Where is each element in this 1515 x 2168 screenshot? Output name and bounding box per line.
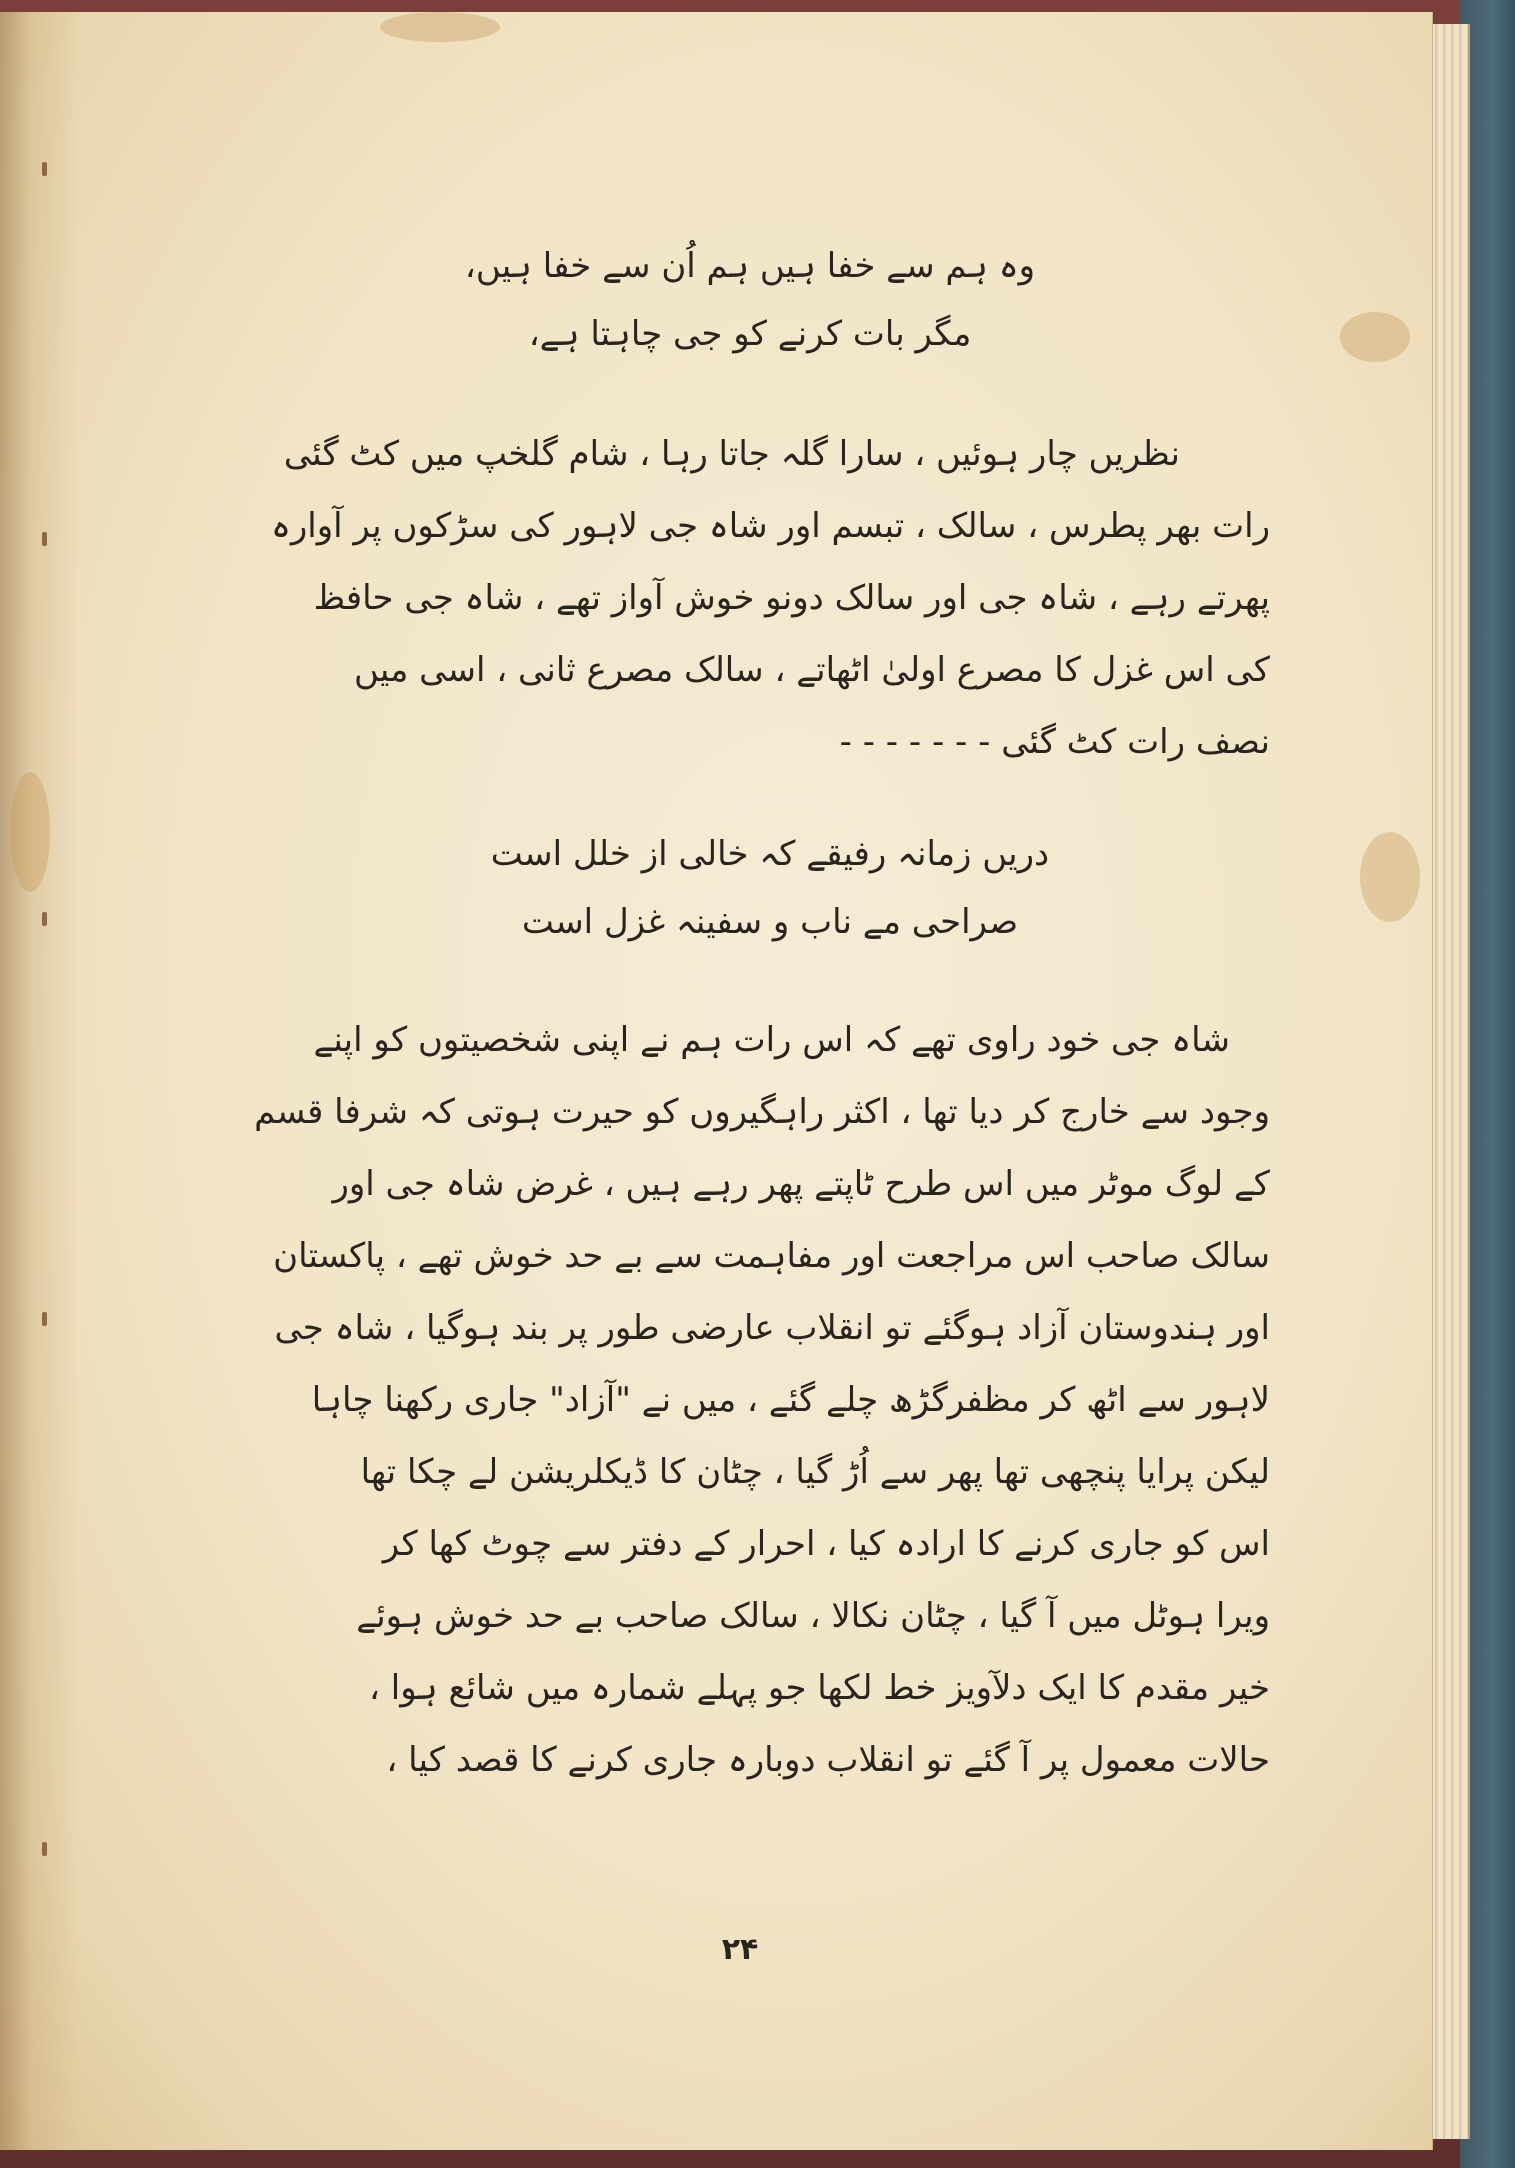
paragraph-line: اور ہندوستان آزاد ہوگئے تو انقلاب عارضی طور پر بند ہوگیا ، شاہ جی	[274, 1308, 1270, 1348]
binding-stitch	[42, 162, 47, 176]
opening-couplet	[170, 232, 1270, 368]
binding-stitch	[42, 532, 47, 546]
page-stain	[1340, 312, 1410, 362]
page-edges	[1430, 24, 1470, 2139]
couplet-line: دریں زمانہ رفیقے کہ خالی از خلل است	[490, 834, 1050, 874]
couplet-line: صراحی مے ناب و سفینہ غزل است	[521, 902, 1019, 942]
paragraph-line: خیر مقدم کا ایک دلآویز خط لکھا جو پہلے شمارہ میں شائع ہوا ،	[368, 1668, 1270, 1708]
page-stain	[1360, 832, 1420, 922]
couplet-line: مگر بات کرنے کو جی چاہتا ہے،	[528, 314, 972, 354]
binding-stitch	[42, 1842, 47, 1856]
paragraph-line: ویرا ہوٹل میں آ گیا ، چٹان نکالا ، سالک صاحب بے حد خوش ہوئے	[356, 1596, 1270, 1636]
paragraph-night-out	[170, 418, 1270, 778]
paragraph-line: شاہ جی خود راوی تھے کہ اس رات ہم نے اپنی شخصیتوں کو اپنے	[313, 1020, 1230, 1060]
couplet-line: وہ ہم سے خفا ہیں ہم اُن سے خفا ہیں،	[464, 246, 1036, 286]
paragraph-line: نظریں چار ہوئیں ، سارا گلہ جاتا رہا ، شام گلخپ میں کٹ گئی	[283, 434, 1180, 474]
persian-couplet	[170, 820, 1270, 956]
paragraph-line: نصف رات کٹ گئی - - - - - - -	[839, 722, 1270, 762]
paragraph-line: وجود سے خارج کر دیا تھا ، اکثر راہگیروں کو حیرت ہوتی کہ شرفا قسم	[254, 1092, 1270, 1132]
binding-stitch	[42, 1312, 47, 1326]
page-text	[170, 232, 1270, 1796]
binding-stitch	[42, 912, 47, 926]
binding-gutter	[0, 12, 80, 2150]
paragraph-line: پھرتے رہے ، شاہ جی اور سالک دونو خوش آواز تھے ، شاہ جی حافظ	[313, 578, 1270, 618]
paragraph-chattan	[170, 1004, 1270, 1796]
paragraph-line: سالک صاحب اس مراجعت اور مفاہمت سے بے حد خوش تھے ، پاکستان	[273, 1236, 1270, 1276]
page-stain	[380, 12, 500, 42]
paragraph-line: لیکن پرایا پنچھی تھا پھر سے اُڑ گیا ، چٹان کا ڈیکلریشن لے چکا تھا	[360, 1452, 1270, 1492]
paragraph-line: لاہور سے اٹھ کر مظفرگڑھ چلے گئے ، میں نے "آزاد" جاری رکھنا چاہا	[311, 1380, 1270, 1420]
page-stain	[10, 772, 50, 892]
paragraph-line: اس کو جاری کرنے کا ارادہ کیا ، احرار کے دفتر سے چوٹ کھا کر	[382, 1524, 1270, 1564]
paragraph-line: کے لوگ موٹر میں اس طرح ٹاپتے پھر رہے ہیں ، غرض شاہ جی اور	[332, 1164, 1270, 1204]
paragraph-line: کی اس غزل کا مصرع اولیٰ اٹھاتے ، سالک مصرع ثانی ، اسی میں	[354, 650, 1270, 690]
book-page	[0, 12, 1433, 2150]
paragraph-line: حالات معمول پر آ گئے تو انقلاب دوبارہ جاری کرنے کا قصد کیا ،	[386, 1740, 1270, 1780]
paragraph-line: رات بھر پطرس ، سالک ، تبسم اور شاہ جی لاہور کی سڑکوں پر آوارہ	[270, 506, 1270, 546]
page-number: ۲۴	[721, 1932, 759, 1967]
